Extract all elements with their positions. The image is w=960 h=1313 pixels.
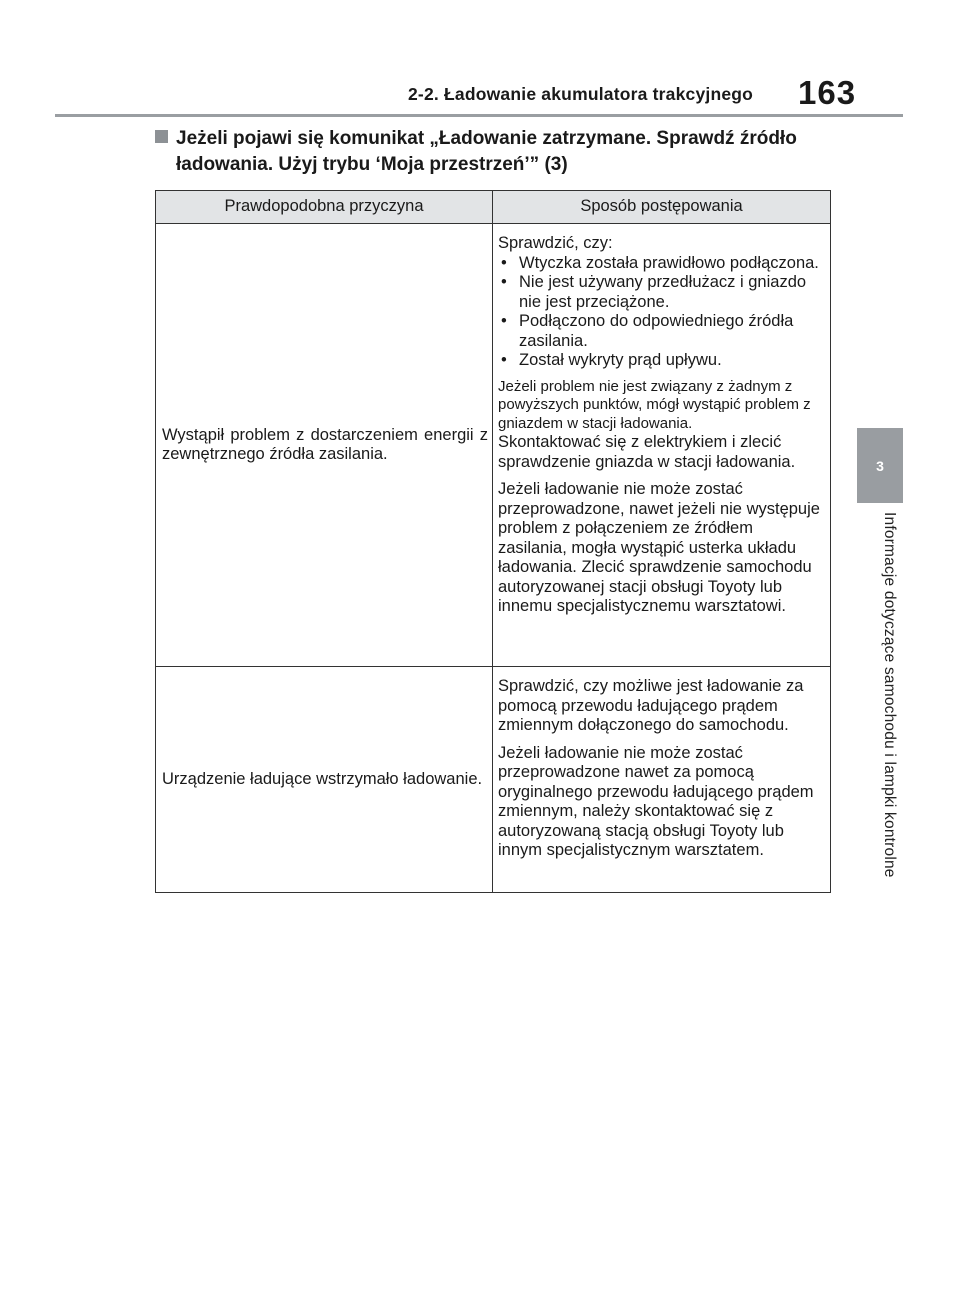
square-bullet-icon <box>155 130 168 143</box>
check-list <box>498 254 826 371</box>
remedy-cell <box>493 224 831 667</box>
table-header-row <box>156 191 831 224</box>
list-item: • Wtyczka została prawidłowo podłączona. <box>498 254 826 274</box>
chapter-number: 3 <box>876 457 884 474</box>
troubleshooting-table <box>155 190 831 893</box>
header-divider <box>55 114 903 117</box>
remedy-note: Jeżeli problem nie jest związany z żadnym z powyższych punktów, mógł wystąpić problem z gniazdem w stacji ładowania. <box>498 377 811 432</box>
table-row <box>156 667 831 893</box>
list-item: • Nie jest używany przedłużacz i gniazdo nie jest przeciążone. <box>498 273 826 312</box>
column-header-cause: Prawdopodobna przyczyna <box>156 191 493 224</box>
column-header-remedy: Sposób postępowania <box>493 191 831 224</box>
remedy-intro: Sprawdzić, czy: <box>498 234 613 252</box>
section-title: 2-2. Ładowanie akumulatora trakcyjnego <box>408 84 754 104</box>
remedy-paragraph: Jeżeli ładowanie nie może zostać przeprowadzone nawet za pomocą oryginalnego przewodu ładującego prądem zmiennym, należy skontaktować się z autoryzowaną stacją obsługi Toyoty lub innym specjalistycznym warsztatem. <box>498 743 814 859</box>
remedy-cell <box>493 667 831 893</box>
remedy-note-continued: Skontaktować się z elektrykiem i zlecić sprawdzenie gniazda w stacji ładowania. <box>498 433 796 471</box>
heading-line-1: Jeżeli pojawi się komunikat „Ładowanie zatrzymane. Sprawdź źródło <box>176 128 797 149</box>
cause-text: Wystąpił problem z dostarczeniem energii z zewnętrznego źródła zasilania. <box>162 425 488 463</box>
cause-text: Urządzenie ładujące wstrzymało ładowanie. <box>162 769 483 788</box>
section-heading <box>155 126 845 178</box>
page-number: 163 <box>798 74 857 111</box>
list-item: • Podłączono do odpowiedniego źródła zasilania. <box>498 312 826 351</box>
remedy-paragraph: Jeżeli ładowanie nie może zostać przeprowadzone, nawet jeżeli nie występuje problem z połączeniem ze źródłem zasilania, mogła wystąpić usterka układu ładowania. Zlecić sprawdzenie samochodu autoryzowanej stacji obsługi Toyoty lub innemu specjalistycznemu warsztatowi. <box>498 480 820 615</box>
cause-cell <box>156 667 493 893</box>
chapter-label: Informacje dotyczące samochodu i lampki kontrolne <box>881 512 898 878</box>
table-row <box>156 224 831 667</box>
cause-cell <box>156 224 493 667</box>
list-item: • Został wykryty prąd upływu. <box>498 351 826 371</box>
heading-line-2: ładowania. Użyj trybu ‘Moja przestrzeń’” (3) <box>176 154 568 175</box>
chapter-tab[interactable] <box>857 428 903 503</box>
remedy-paragraph: Sprawdzić, czy możliwe jest ładowanie za pomocą przewodu ładującego prądem zmiennym dołączonego do samochodu. <box>498 677 804 734</box>
